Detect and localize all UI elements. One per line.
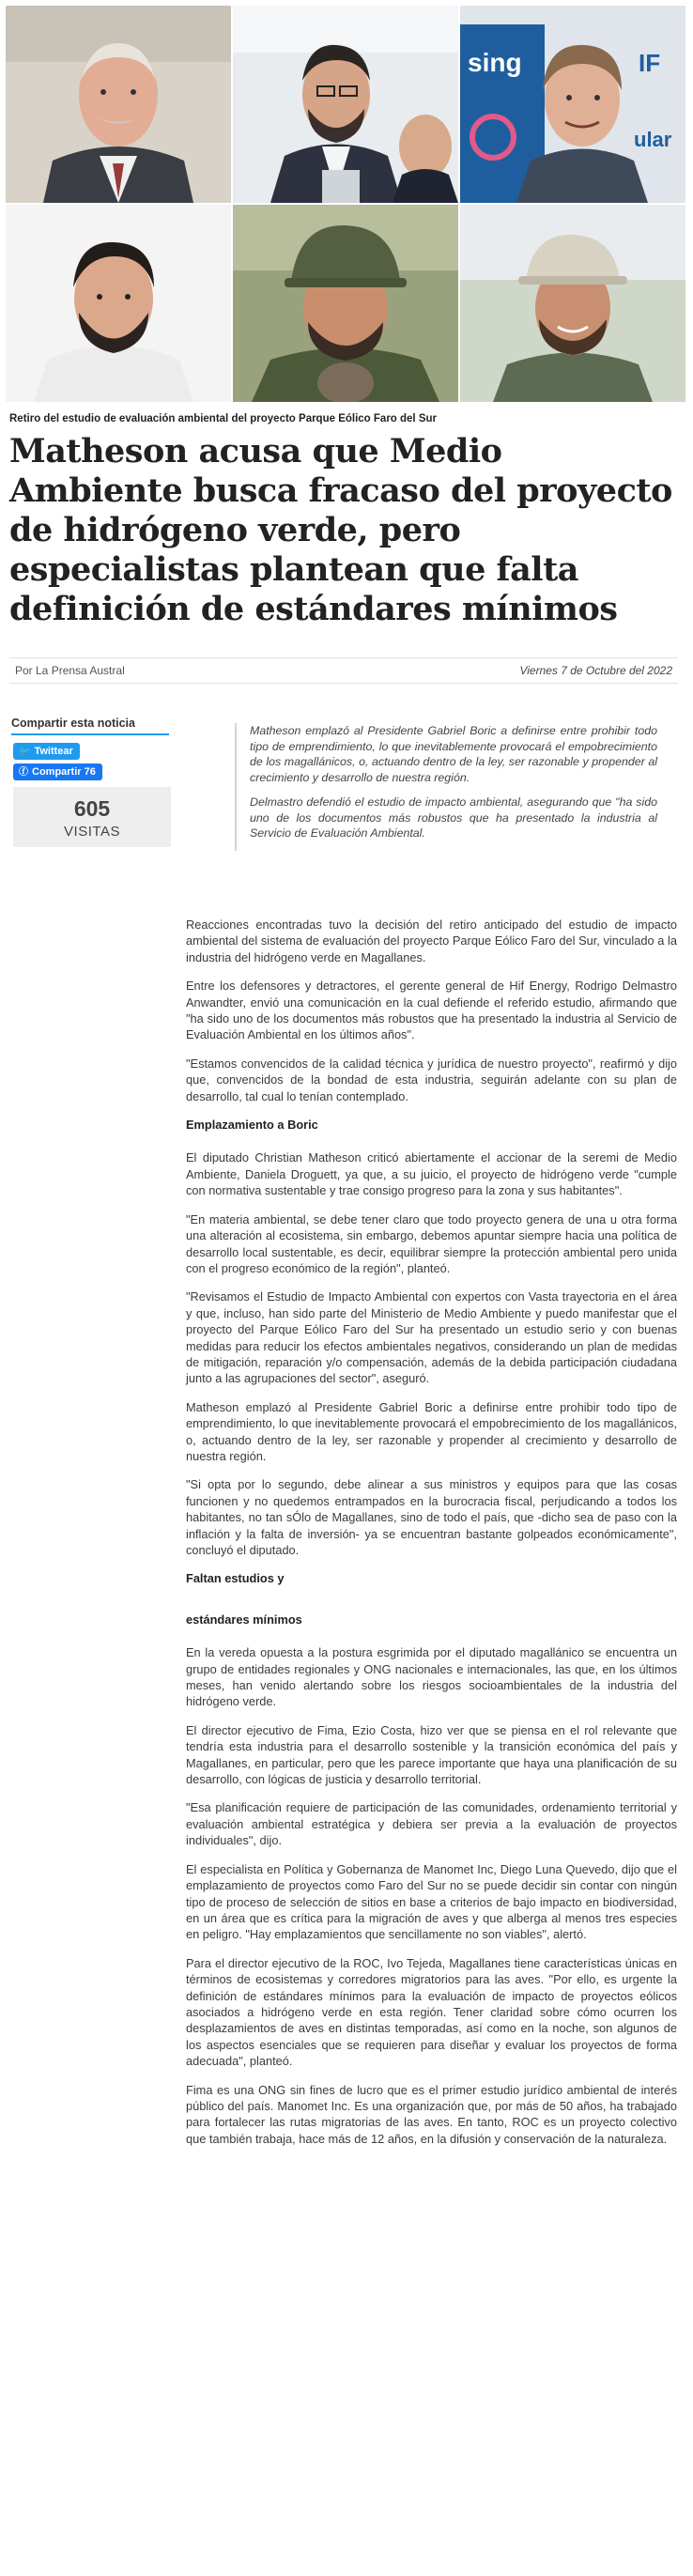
portrait-photo-5 (233, 205, 458, 402)
body-paragraph: Fima es una ONG sin fines de lucro que es el primer estudio jurídico ambiental de interés público del país. Manomet Inc. Es una organización que, por más de 50 años, ha trabajado para fortalecer las rutas migratorias de las aves. En tanto, ROC es un proyecto colectivo que también trabaja, hace más de 12 años, en la difusión y conservación de la naturaleza. (186, 2082, 677, 2146)
banner-text-top: sing (468, 48, 522, 77)
body-paragraph: En la vereda opuesta a la postura esgrimida por el diputado magallánico se encuentra un grupo de entidades regionales y ONG nacionales e internacionales, las que, en los últimos meses, han venido alertando sobre los riesgos socioambientales de la industria del hidrógeno verde. (186, 1645, 677, 1709)
portrait-photo-6 (460, 205, 685, 402)
byline-bar (9, 657, 678, 684)
facebook-share-label: Compartir 76 (32, 766, 96, 778)
body-paragraph: "Esa planificación requiere de participación de las comunidades, ordenamiento territorial y evaluación ambiental estratégica y debiera ser previa a la evaluación de proyectos individuales", dijo. (186, 1800, 677, 1848)
body-paragraph: "Si opta por lo segundo, debe alinear a sus ministros y equipos para que las cosas funcionen y no quedemos entrampados en la burocracia fiscal, perjudicando a todos los habitantes, no tan sÓlo de Magallanes, sino de todo el país, que -dicho sea de paso con la inflación y la falta de inversión- ya se encuentran bastante golpeados económicamente", concluyó el diputado. (186, 1477, 677, 1557)
section-heading: Emplazamiento a Boric (186, 1118, 318, 1133)
image-caption: Retiro del estudio de evaluación ambiental del proyecto Parque Eólico Faro del Sur (9, 413, 437, 424)
lead-paragraph-2: Delmastro defendió el estudio de impacto ambiental, asegurando que "ha sido uno de los documentos más robustos que ha presentado la industria al Servicio de Evaluación Ambiental. (250, 795, 657, 840)
twitter-bird-icon: 🐦 (19, 747, 31, 757)
portrait-photo-2 (233, 6, 458, 203)
article-headline: Matheson acusa que Medio Ambiente busca fracaso del proyecto de hidrógeno verde, pero especialistas plantean que falta definición de estándares mínimos (9, 432, 672, 628)
banner-text-right: IF (639, 49, 661, 77)
article-body (186, 917, 677, 2159)
section-heading: estándares mínimos (186, 1612, 302, 1627)
visits-label: VISITAS (64, 824, 120, 840)
photo-collage (6, 6, 687, 402)
portrait-photo-3 (460, 6, 685, 203)
lead-quote (235, 723, 657, 851)
body-paragraph: "En materia ambiental, se debe tener claro que todo proyecto genera de una u otra forma una alteración al ecosistema, sin embargo, debemos apuntar siempre hacia una política de desarrollo local sustentable, es decir, equilibrar siempre la protección ambiental pero unida con el progreso económico de la región", planteó. (186, 1211, 677, 1275)
twitter-share-button[interactable] (13, 743, 80, 760)
body-paragraph: "Estamos convencidos de la calidad técnica y jurídica de nuestro proyecto", reafirmó y dijo que, convencidos de la bondad de esta industria, seguirán adelante con su plan de desarrollo, tal cual lo tenían contemplado. (186, 1056, 677, 1103)
body-paragraph: Reacciones encontradas tuvo la decisión del retiro anticipado del estudio de impacto ambiental del sistema de evaluación del proyecto Parque Eólico Faro del Sur, vinculado a la industria del hidrógeno verde en Magallanes. (186, 918, 677, 964)
banner-text-bottom: ular (634, 128, 672, 151)
body-paragraph: Matheson emplazó al Presidente Gabriel Boric a definirse entre prohibir todo tipo de emprendimiento, lo que inevitablemente provocará el empobrecimiento de los magallánicos, o, actuando dentro de la ley, ser razonable y propender al crecimiento y desarrollo de nuestra región. (186, 1399, 677, 1463)
lead-paragraph-1: Matheson emplazó al Presidente Gabriel Boric a definirse entre prohibir todo tipo de emprendimiento, lo que inevitablemente provocará el empobrecimiento de los magallánicos, o, actuando dentro de la ley, ser razonable y propender al crecimiento y desarrollo de nuestra región. (250, 724, 657, 784)
portrait-photo-4 (6, 205, 231, 402)
visits-count: 605 (73, 796, 111, 821)
share-title: Compartir esta noticia (11, 717, 169, 735)
facebook-share-button[interactable] (13, 764, 102, 780)
article-date: Viernes 7 de Octubre del 2022 (519, 664, 672, 677)
twitter-share-label: Twittear (34, 746, 73, 757)
body-paragraph: El director ejecutivo de Fima, Ezio Costa, hizo ver que se piensa en el rol relevante que tendría esta industria para el desarrollo sostenible y la transición económica del país y Magallanes, en particular, pero que les parece importante que haya una planificación de su desarrollo, con lógicas de justicia y desarrollo territorial. (186, 1722, 677, 1787)
share-sidebar (11, 717, 171, 840)
portrait-photo-1 (6, 6, 231, 203)
facebook-icon: ⓕ (19, 767, 28, 778)
body-paragraph: Para el director ejecutivo de la ROC, Ivo Tejeda, Magallanes tiene características únicas en términos de ecosistemas y corredores migratorios para las aves. "Por ello, es urgente la definición de estándares mínimos para la evaluación de impacto de proyectos eólicos asociados a hidrógeno verde en esta región. Tener claridad sobre cómo ocurren los desplazamientos de aves en distintas temporadas, así como en la noche, son algunos de los aspectos esenciales que se requieren para diseñar y evaluar los proyectos de forma adecuada", planteó. (186, 1955, 677, 2069)
visits-counter (13, 787, 171, 847)
body-paragraph: Entre los defensores y detractores, el gerente general de Hif Energy, Rodrigo Delmastro Anwandter, envió una comunicación en la cual defiende el referido estudio, afirmando que "ha sido uno de los documentos más robustos que ha presentado la industria al Servicio de Evaluación Ambiental en los últimos años". (186, 979, 677, 1042)
section-heading: Faltan estudios y (186, 1571, 285, 1586)
body-paragraph: "Revisamos el Estudio de Impacto Ambiental con expertos con Vasta trayectoria en el área y que, incluso, han sido parte del Ministerio de Medio Ambiente y puedo manifestar que el proyecto del Parque Eólico Faro del Sur ha presentado un estudio serio y con buenas medidas para reducir los efectos ambientales negativos, considerando un plan de medidas de mitigación, reparación y/o compensación, además de la debida participación ciudadana junto a las agrupaciones del sector", aseguró. (186, 1289, 677, 1386)
body-paragraph: El diputado Christian Matheson criticó abiertamente el accionar de la seremi de Medio Ambiente, Daniela Droguett, ya que, a su juicio, el proyecto de hidrógeno verde "cumple con normativa sustentable y trae consigo progreso para la zona y sus habitantes". (186, 1150, 677, 1198)
article-byline: Por La Prensa Austral (15, 664, 125, 677)
body-paragraph: El especialista en Política y Gobernanza de Manomet Inc, Diego Luna Quevedo, dijo que el emplazamiento de proyectos como Faro del Sur no se puede decidir sin contar con ningún tipo de proceso de selección de sitios en base a criterios de bajo impacto en biodiversidad, en un área que es crítica para la migración de aves y que alberga al menos tres especies en peligro. "Hay emplazamientos que sencillamente no son viables", alertó. (186, 1861, 677, 1942)
